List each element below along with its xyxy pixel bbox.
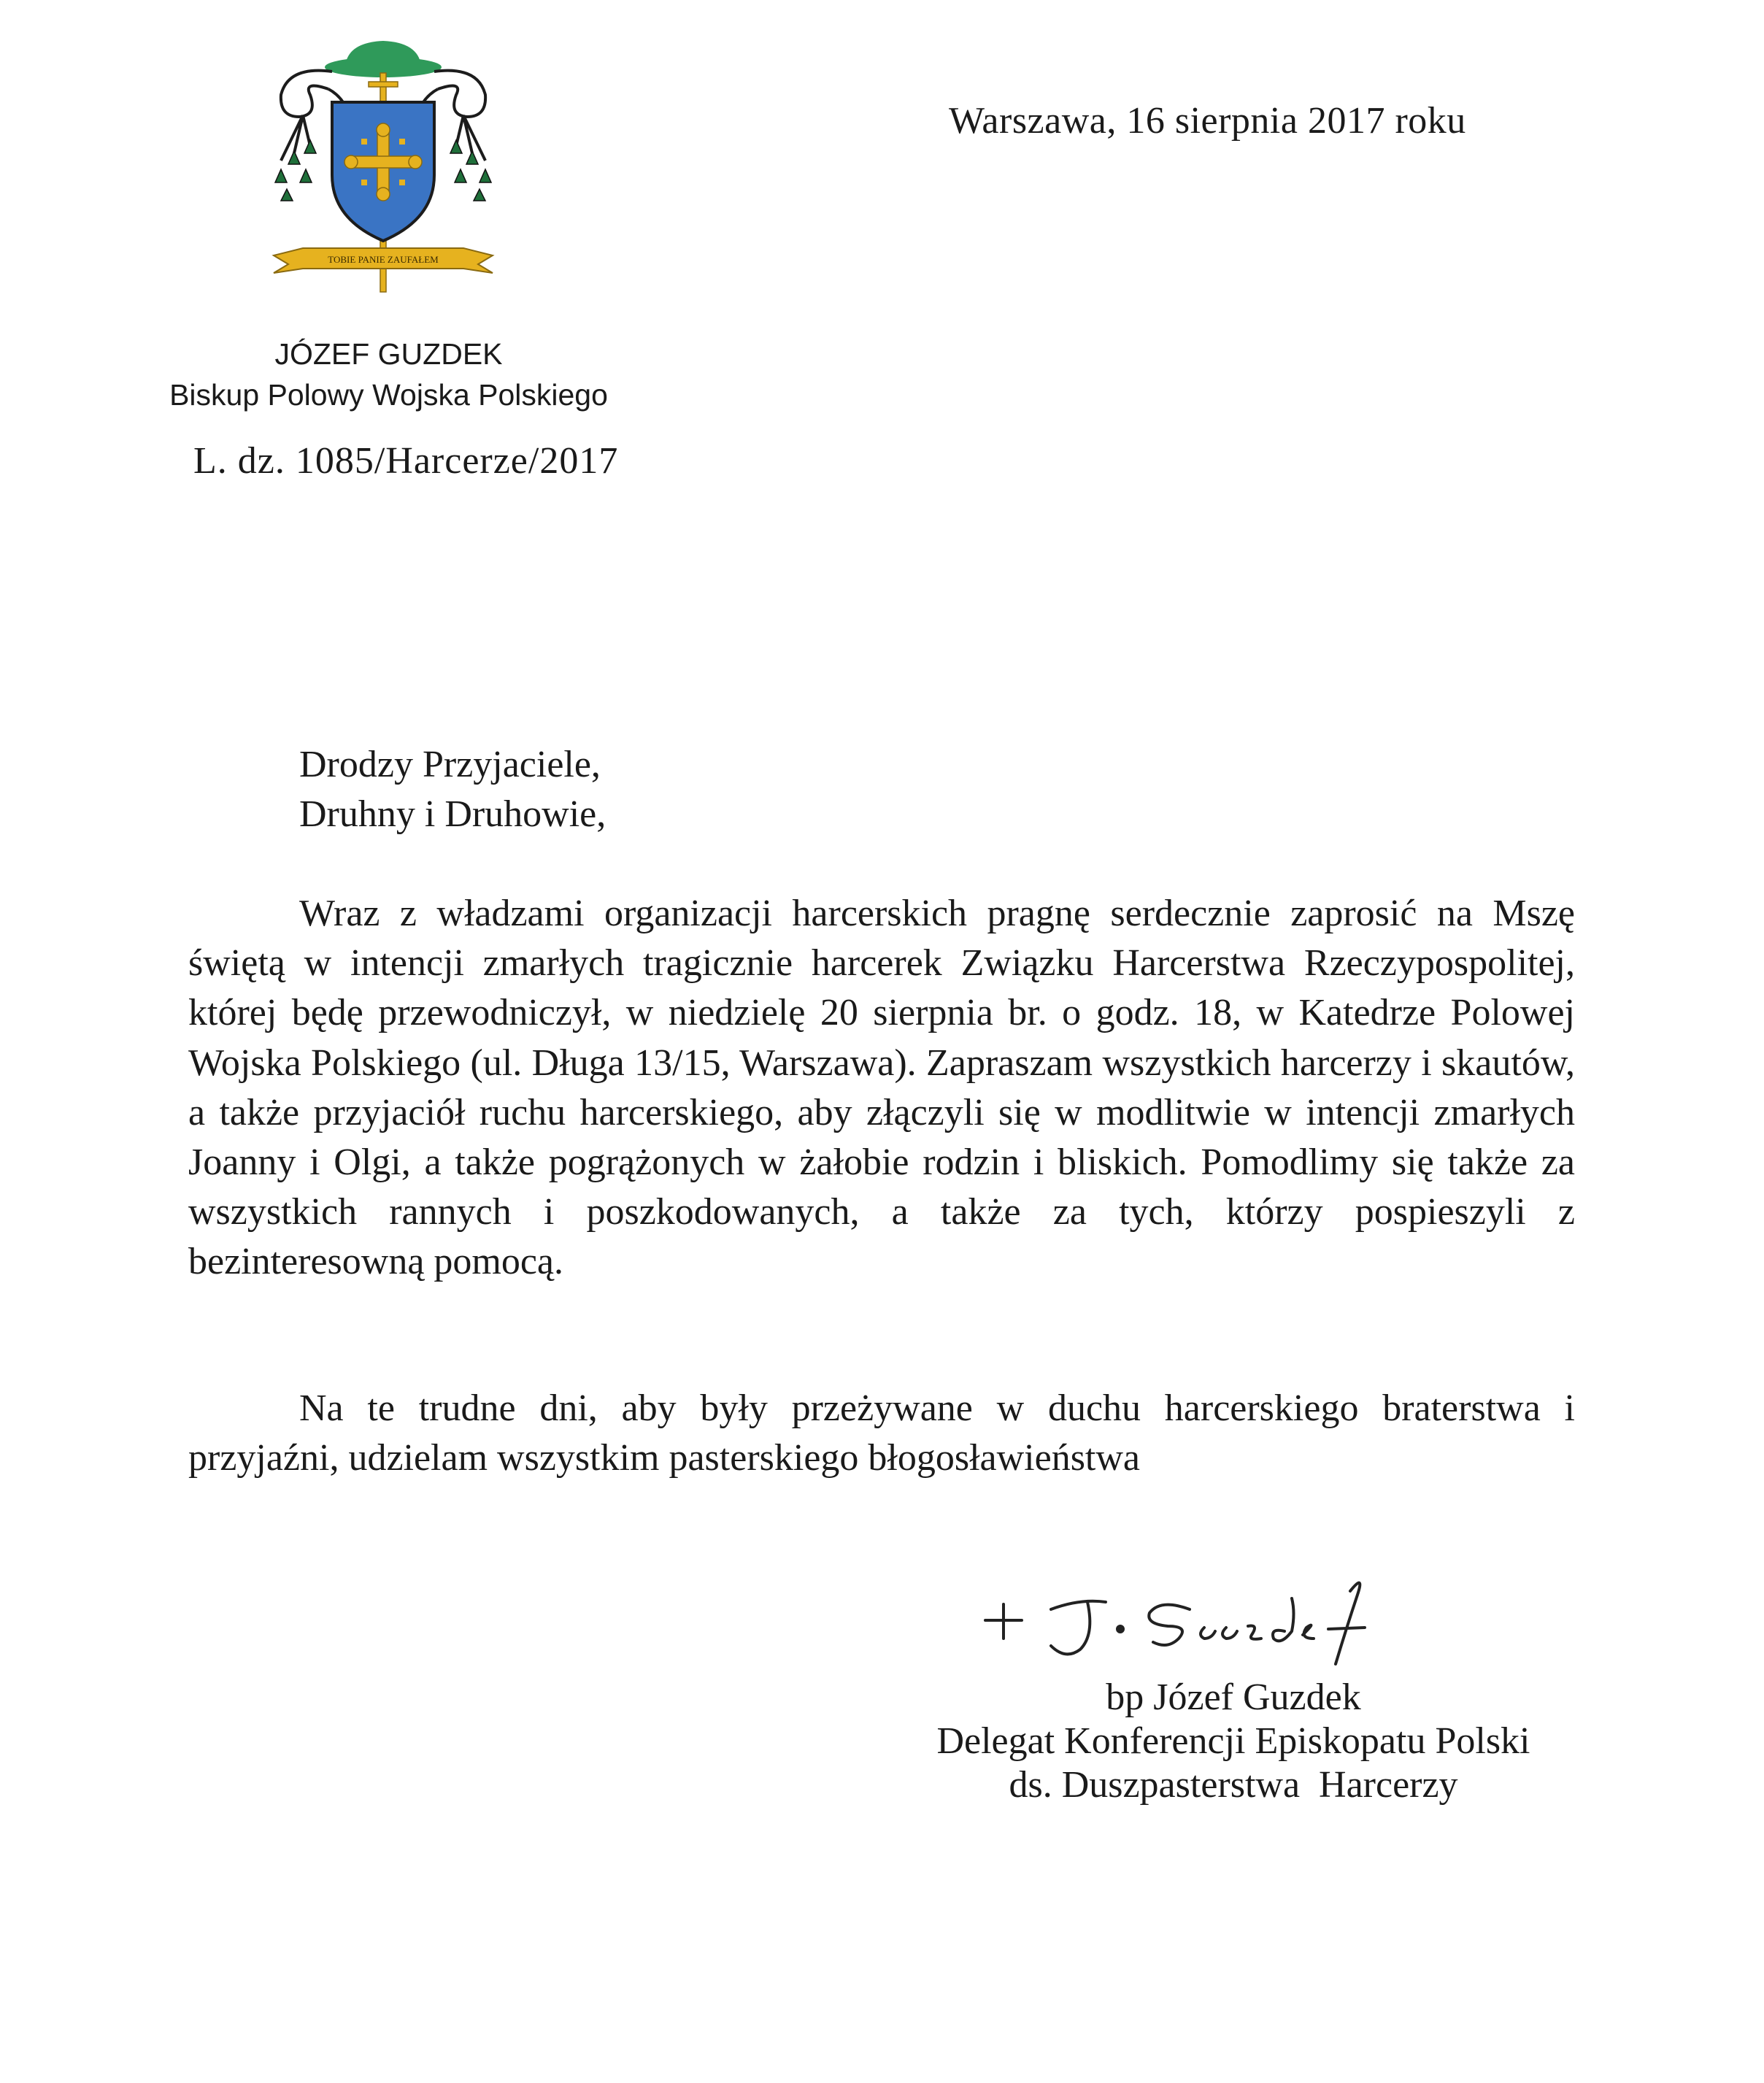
signatory-role-2: ds. Duszpasterstwa Harcerzy: [1009, 1764, 1458, 1806]
handwritten-signature: [971, 1569, 1467, 1671]
cross-bar: [369, 82, 398, 87]
salutation-line-1: Drodzy Przyjaciele,: [299, 744, 601, 785]
letter-date: Warszawa, 16 sierpnia 2017 roku: [949, 100, 1466, 142]
signatory-name: bp Józef Guzdek: [1106, 1676, 1361, 1718]
coat-of-arms: [259, 36, 507, 307]
reference-number: L. dz. 1085/Harcerze/2017: [193, 440, 619, 482]
author-name: JÓZEF GUZDEK: [274, 337, 503, 371]
galero-hat-crown: [345, 41, 421, 66]
motto-text: TOBIE PANIE ZAUFAŁEM: [328, 254, 439, 265]
author-title: Biskup Polowy Wojska Polskiego: [169, 378, 608, 412]
signatory-role-1: Delegat Konferencji Episkopatu Polski: [936, 1720, 1530, 1762]
signature-block: [803, 1676, 1664, 1807]
salutation-line-2: Druhny i Druhowie,: [299, 793, 606, 835]
salutation: [299, 740, 606, 839]
body-paragraph-1: Wraz z władzami organizacji harcerskich pragnę serdecznie zaprosić na Mszę świętą w intencji zmarłych tragicznie harcerek Związku Harcerstwa Rzeczypospolitej, której będę przewodniczył, w niedzielę 20 sierpnia br. o godz. 18, w Katedrze Polowej Wojska Polskiego (ul. Długa 13/15, Warszawa). Zapraszam wszystkich harcerzy i skautów, a także przyjaciół ruchu harcerskiego, aby złączyli się w modlitwie w intencji zmarłych Joanny i Olgi, a także pogrążonych w żałobie rodzin i bliskich. Pomodlimy się także za wszystkich rannych i poszkodowanych, a także za tych, którzy pospieszyli z bezinteresowną pomocą.: [188, 893, 1575, 1283]
body-paragraph-2: Na te trudne dni, aby były przeżywane w duchu harcerskiego braterstwa i przyjaźni, udzielam wszystkim pasterskiego błogosławieństwa: [188, 1387, 1575, 1479]
